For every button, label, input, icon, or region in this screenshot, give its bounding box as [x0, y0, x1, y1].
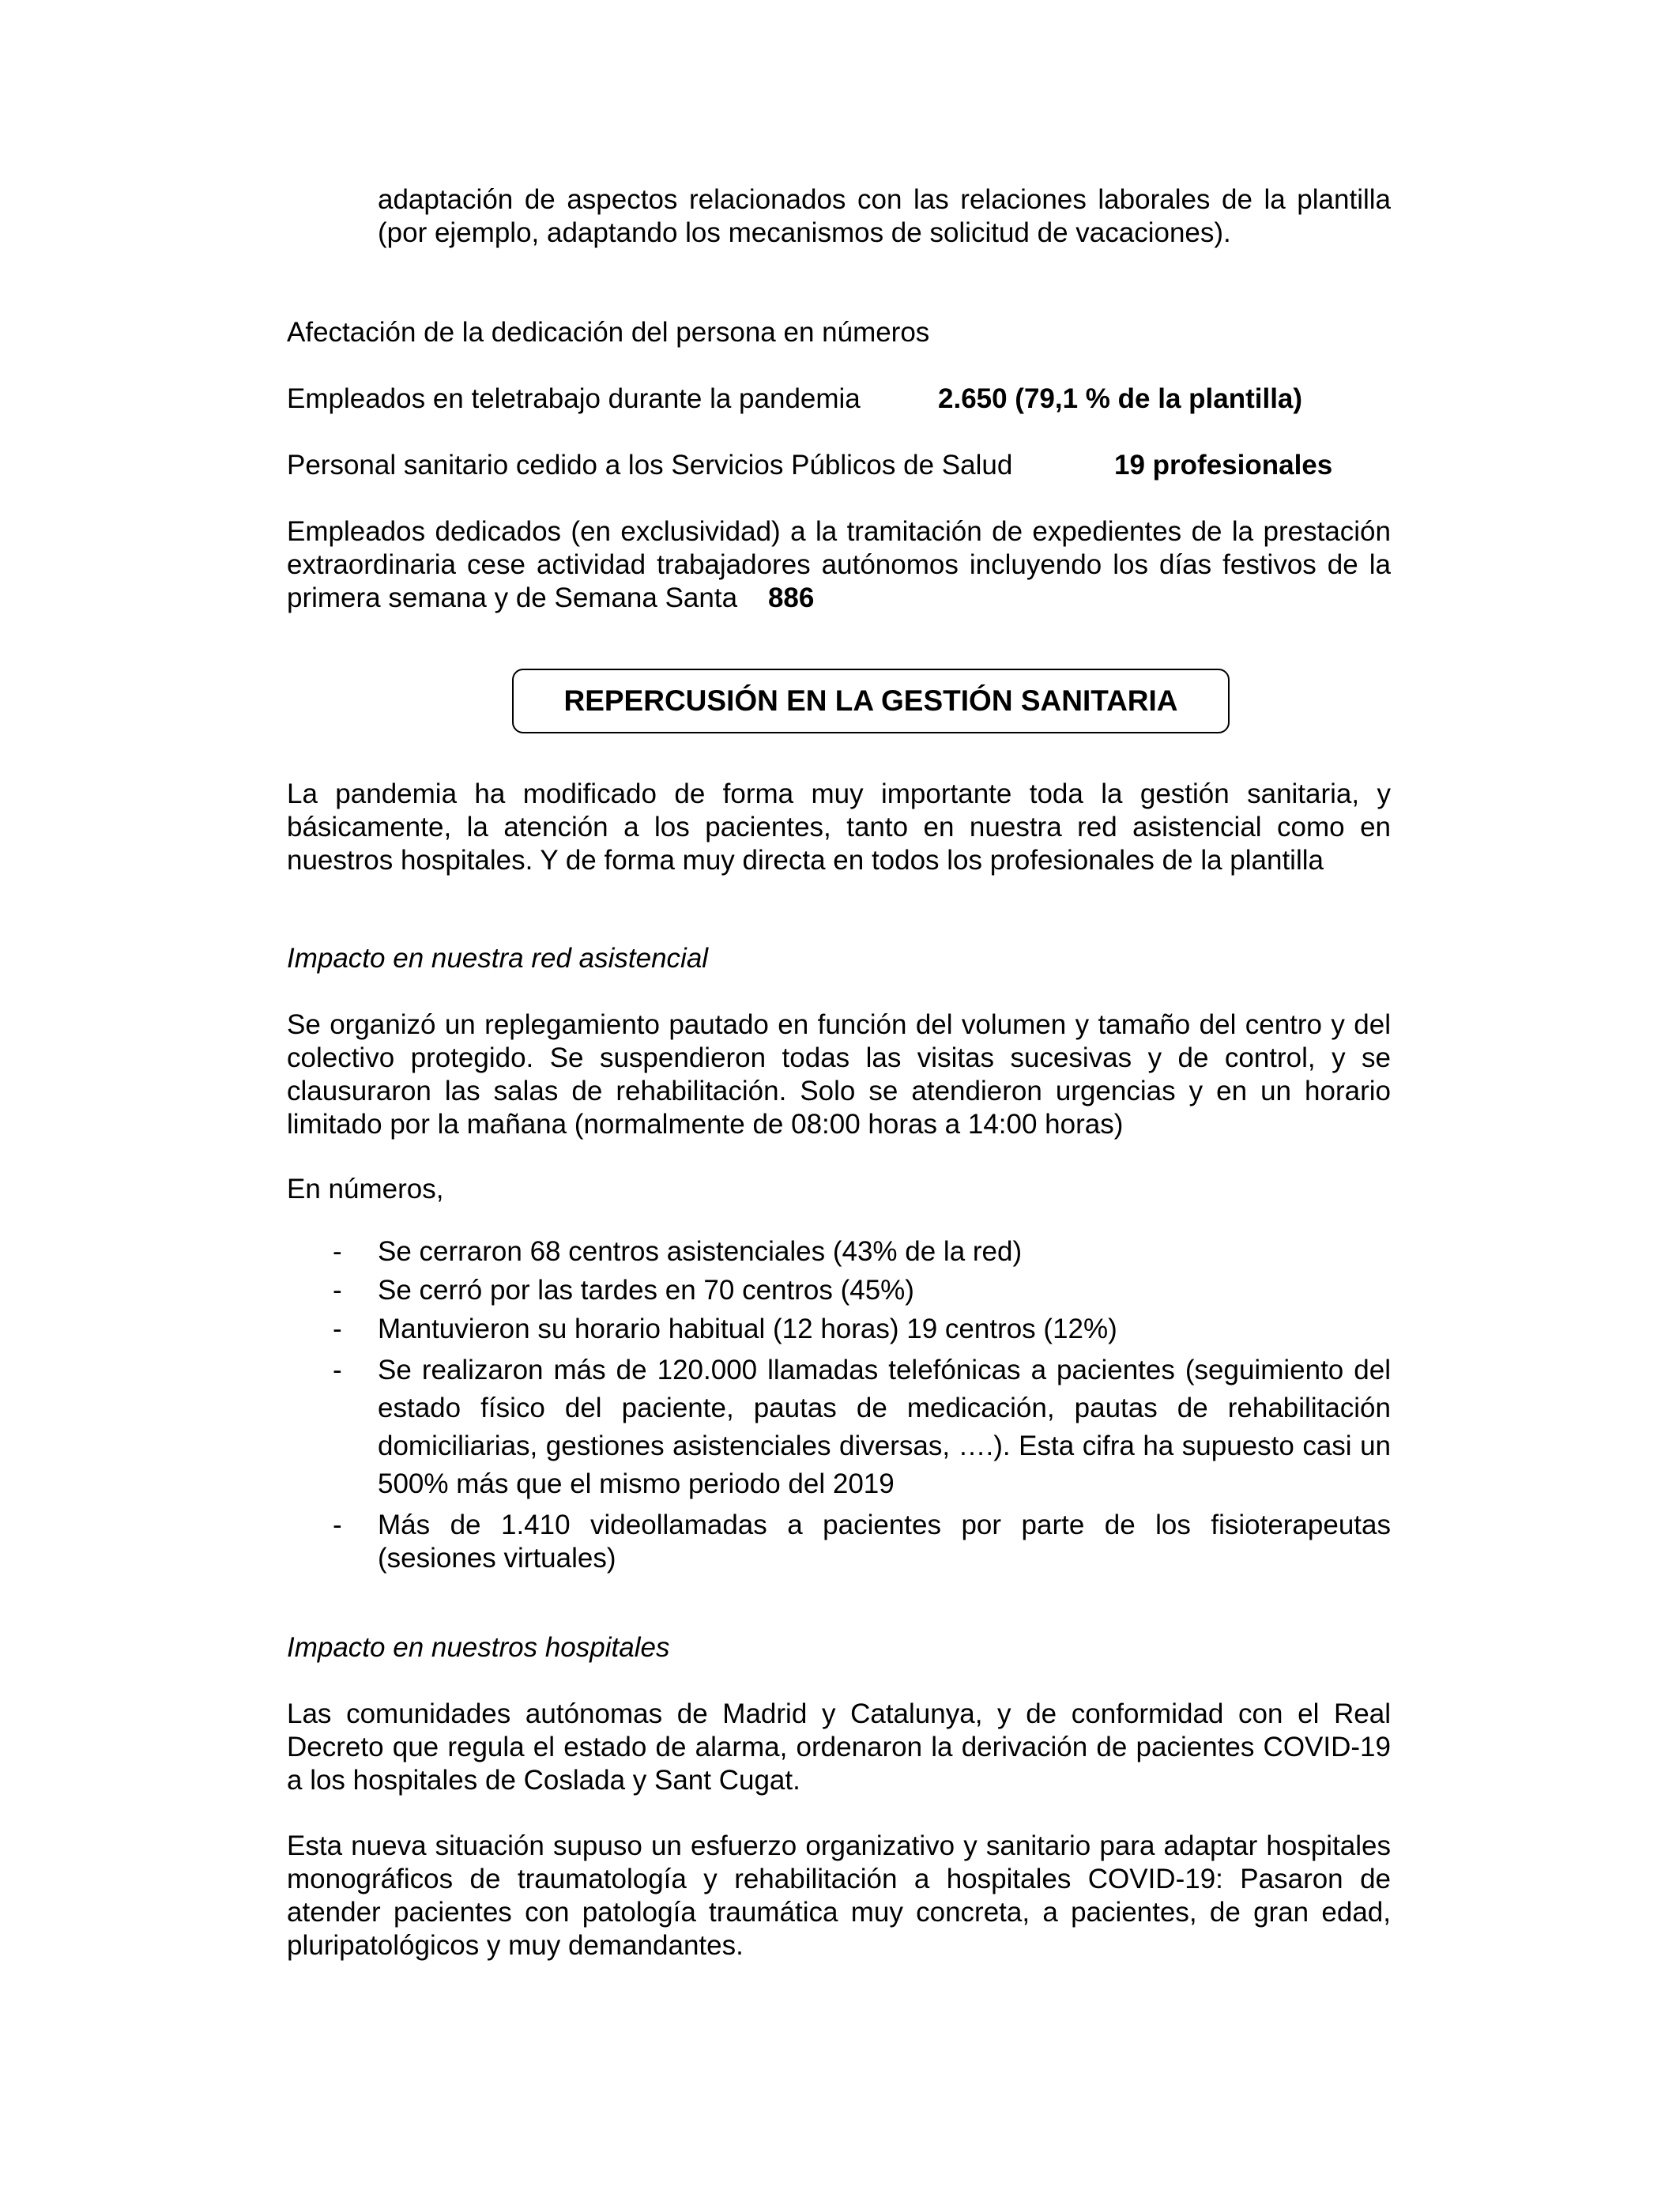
list-item: - Se cerraron 68 centros asistenciales (43% de la red) — [333, 1236, 1023, 1267]
hospitals-heading: Impacto en nuestros hospitales — [287, 1632, 670, 1663]
hospitals-paragraph-1: Las comunidades autónomas de Madrid y Catalunya, y de conformidad con el Real Decreto que regula el estado de alarma, ordenaron la derivación de pacientes COVID-19 a los hospitales de Coslada y Sant Cugat. — [287, 1698, 1391, 1796]
telework-label: Empleados en teletrabajo durante la pandemia — [287, 383, 861, 414]
health-staff-label: Personal sanitario cedido a los Servicios Públicos de Salud — [287, 450, 1013, 481]
list-item: - Se cerró por las tardes en 70 centros (45%) — [333, 1275, 914, 1306]
health-staff-value: 19 profesionales — [1114, 450, 1333, 481]
bullet-dash: - — [333, 1510, 342, 1540]
telework-value: 2.650 (79,1 % de la plantilla) — [938, 383, 1303, 414]
section-intro: La pandemia ha modificado de forma muy importante toda la gestión sanitaria, y básicamente, la atención a los pacientes, tanto en nuestra red asistencial como en nuestros hospitales. Y de forma muy directa en todos los profesionales de la plantilla — [287, 778, 1391, 876]
intro-continuation: adaptación de aspectos relacionados con las relaciones laborales de la plantilla (por ejemplo, adaptando los mecanismos de solicitud de vacaciones). — [378, 184, 1391, 248]
network-heading: Impacto en nuestra red asistencial — [287, 943, 709, 974]
bullet-dash: - — [333, 1236, 342, 1267]
hospitals-paragraph-2: Esta nueva situación supuso un esfuerzo organizativo y sanitario para adaptar hospitales monográficos de traumatología y rehabilitación a hospitales COVID-19: Pasaron de atender pacientes con patología traumática muy concreta, a pacientes, de gran edad, pluripatológicos y muy demandantes. — [287, 1830, 1391, 1961]
bullet-dash: - — [333, 1314, 342, 1344]
dedicated-value: 886 — [767, 582, 815, 613]
network-paragraph: Se organizó un replegamiento pautado en función del volumen y tamaño del centro y del colectivo protegido. Se suspendieron todas las visitas sucesivas y de control, y se clausuraron las salas de rehabilitación. Solo se atendieron urgencias y en un horario limitado por la mañana (normalmente de 08:00 horas a 14:00 horas) — [287, 1009, 1391, 1140]
staff-heading: Afectación de la dedicación del persona en números — [287, 317, 930, 348]
dedicated-paragraph — [287, 515, 1391, 615]
section-title-box — [512, 669, 1230, 733]
bullet-dash: - — [333, 1355, 342, 1385]
network-bullet-list — [287, 1235, 1391, 1575]
dedicated-text: Empleados dedicados (en exclusividad) a la tramitación de expedientes de la prestación extraordinaria cese actividad trabajadores autónomos incluyendo los días festivos de la primera semana y de Semana Santa — [287, 516, 1391, 613]
bullet-dash: - — [333, 1275, 342, 1306]
section-title: REPERCUSIÓN EN LA GESTIÓN SANITARIA — [563, 684, 1178, 717]
list-item: - Se realizaron más de 120.000 llamadas telefónicas a pacientes (seguimiento del estado físico del paciente, pautas de medicación, pautas de rehabilitación domiciliarias, gestiones asistenciales diversas, ….). Esta cifra ha supuesto casi un 500% más que el mismo periodo del 2019 — [287, 1351, 1391, 1503]
list-item: - Más de 1.410 videollamadas a pacientes por parte de los fisioterapeutas (sesiones virtuales) — [333, 1510, 1391, 1574]
list-item: - Mantuvieron su horario habitual (12 horas) 19 centros (12%) — [333, 1314, 1117, 1344]
numbers-label: En números, — [287, 1174, 444, 1204]
